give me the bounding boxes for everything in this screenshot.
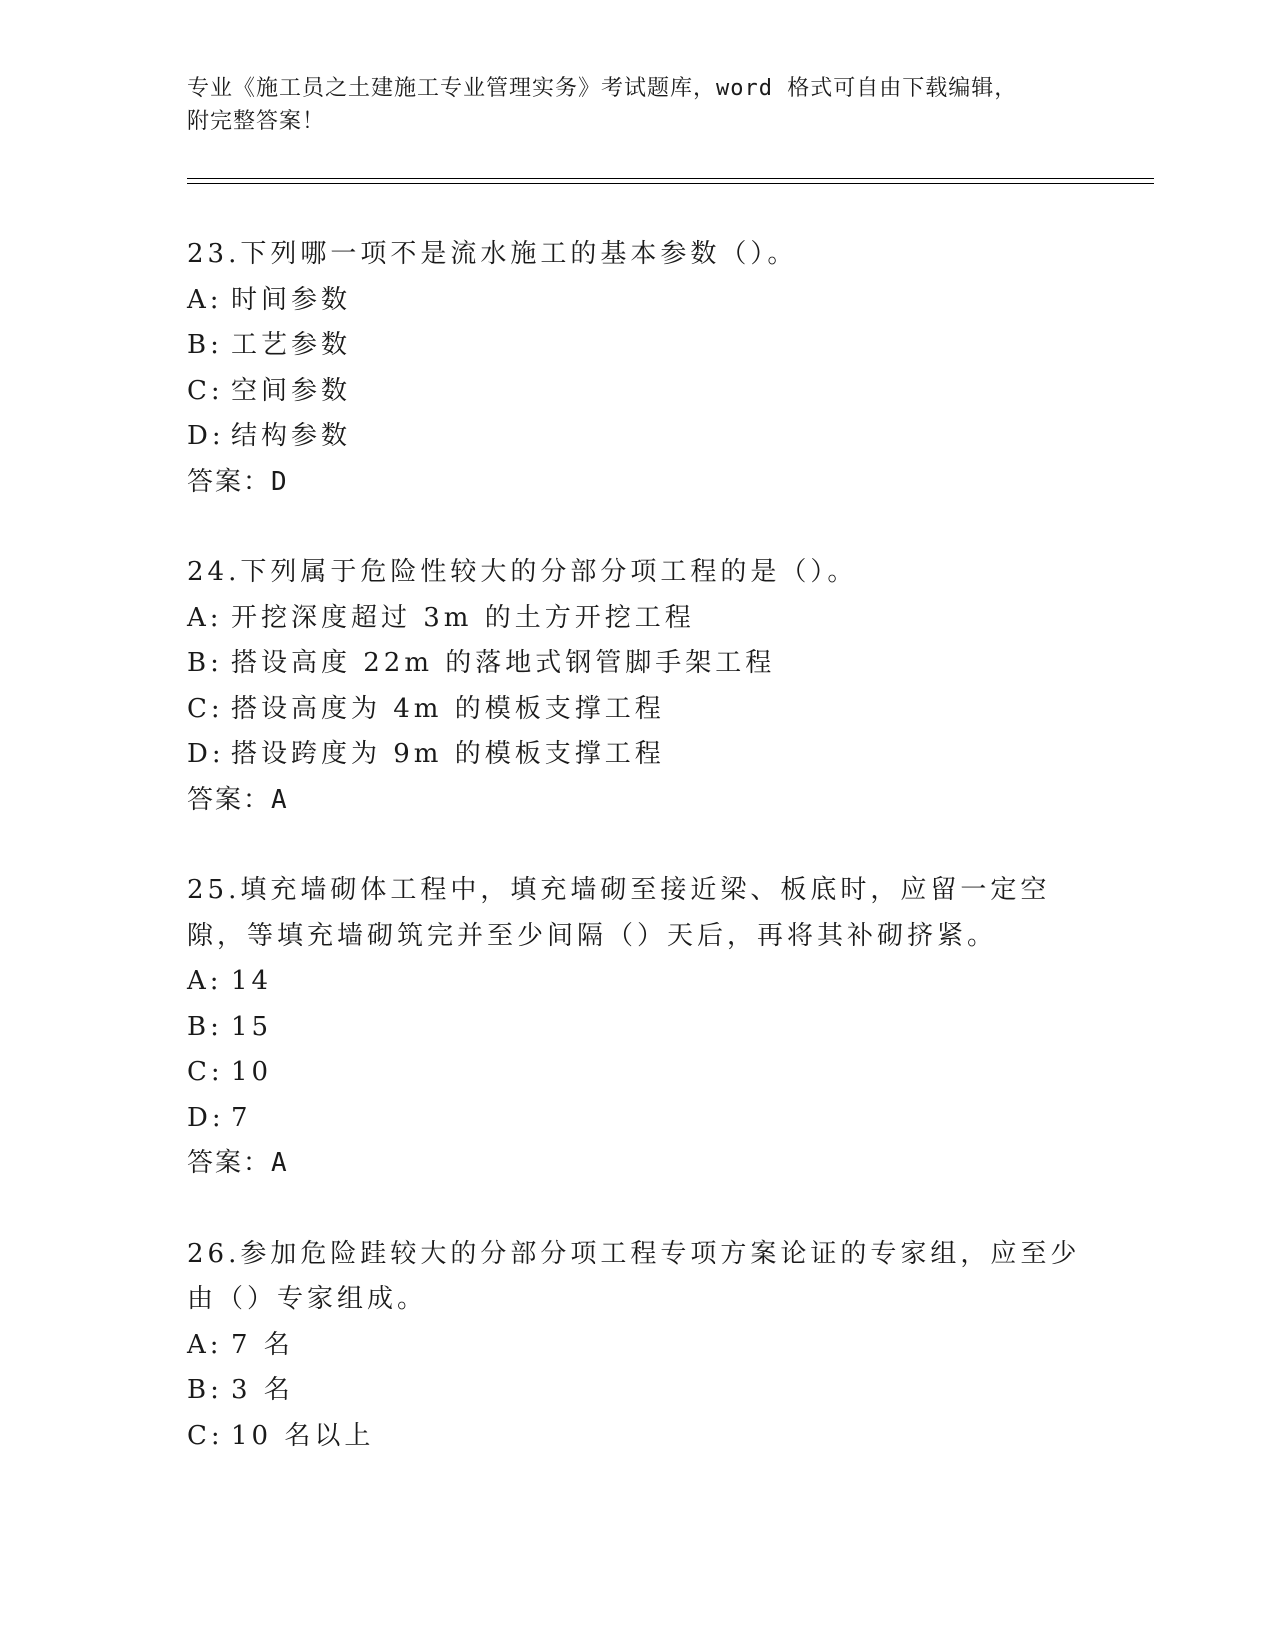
option-key: D: bbox=[187, 421, 225, 451]
question-25 bbox=[187, 868, 1087, 1187]
option-text: 7 名 bbox=[231, 1329, 294, 1360]
answer-line: 答案：A bbox=[187, 784, 289, 815]
option-text: 工艺参数 bbox=[231, 330, 352, 360]
option-d bbox=[187, 414, 1087, 460]
option-a bbox=[187, 278, 1087, 324]
question-stem: 23.下列哪一项不是流水施工的基本参数（）。 bbox=[187, 239, 798, 269]
option-a bbox=[187, 1323, 1087, 1369]
option-text: 搭设跨度为 9m 的模板支撑工程 bbox=[231, 739, 665, 769]
answer-line: 答案：A bbox=[187, 1148, 289, 1178]
option-text: 7 bbox=[231, 1102, 252, 1133]
option-key: B: bbox=[187, 648, 223, 678]
option-text: 空间参数 bbox=[231, 375, 352, 406]
option-text: 3 名 bbox=[231, 1375, 294, 1405]
question-24 bbox=[187, 550, 1087, 823]
option-text: 结构参数 bbox=[231, 421, 352, 451]
question-stem: 26.参加危险跬较大的分部分项工程专项方案论证的专家组，应至少由（）专家组成。 bbox=[187, 1238, 1081, 1314]
header-line-1: 专业《施工员之土建施工专业管理实务》考试题库，word 格式可自由下载编辑， bbox=[187, 76, 1018, 101]
option-key: C: bbox=[187, 375, 224, 406]
option-key: A: bbox=[187, 284, 223, 315]
header-divider-top bbox=[187, 178, 1154, 179]
option-c bbox=[187, 1050, 1087, 1096]
option-key: C: bbox=[187, 1420, 224, 1451]
option-text: 搭设高度为 4m 的模板支撑工程 bbox=[231, 693, 665, 724]
option-key: B: bbox=[187, 330, 223, 360]
question-list bbox=[187, 232, 1087, 1504]
option-c bbox=[187, 1414, 1087, 1460]
question-23 bbox=[187, 232, 1087, 505]
option-key: D: bbox=[187, 1102, 225, 1133]
option-text: 15 bbox=[231, 1011, 273, 1042]
answer-line: 答案：D bbox=[187, 466, 289, 497]
option-key: D: bbox=[187, 739, 225, 769]
option-text: 10 名以上 bbox=[231, 1420, 375, 1451]
option-a bbox=[187, 959, 1087, 1005]
option-key: C: bbox=[187, 1057, 224, 1087]
option-b bbox=[187, 641, 1087, 687]
question-stem: 24.下列属于危险性较大的分部分项工程的是（）。 bbox=[187, 557, 858, 587]
option-text: 14 bbox=[231, 966, 273, 996]
option-key: A: bbox=[187, 966, 223, 996]
question-stem: 25.填充墙砌体工程中，填充墙砌至接近梁、板底时，应留一定空隙，等填充墙砌筑完并至少间隔（）天后，再将其补砌挤紧。 bbox=[187, 875, 1051, 951]
option-b bbox=[187, 1368, 1087, 1414]
option-key: A: bbox=[187, 1329, 223, 1360]
option-text: 开挖深度超过 3m 的土方开挖工程 bbox=[231, 602, 695, 633]
option-b bbox=[187, 323, 1087, 369]
option-c bbox=[187, 687, 1087, 733]
option-text: 搭设高度 22m 的落地式钢管脚手架工程 bbox=[231, 648, 776, 678]
option-key: C: bbox=[187, 693, 224, 724]
header-divider-bottom bbox=[187, 183, 1154, 184]
option-key: B: bbox=[187, 1011, 223, 1042]
option-d bbox=[187, 732, 1087, 778]
option-text: 时间参数 bbox=[231, 284, 352, 315]
option-a bbox=[187, 596, 1087, 642]
header-line-2: 附完整答案！ bbox=[187, 109, 326, 134]
document-header bbox=[187, 72, 1087, 138]
question-26 bbox=[187, 1232, 1087, 1460]
option-text: 10 bbox=[231, 1057, 273, 1087]
option-key: A: bbox=[187, 602, 223, 633]
option-b bbox=[187, 1005, 1087, 1051]
option-key: B: bbox=[187, 1375, 223, 1405]
option-d bbox=[187, 1096, 1087, 1142]
option-c bbox=[187, 369, 1087, 415]
